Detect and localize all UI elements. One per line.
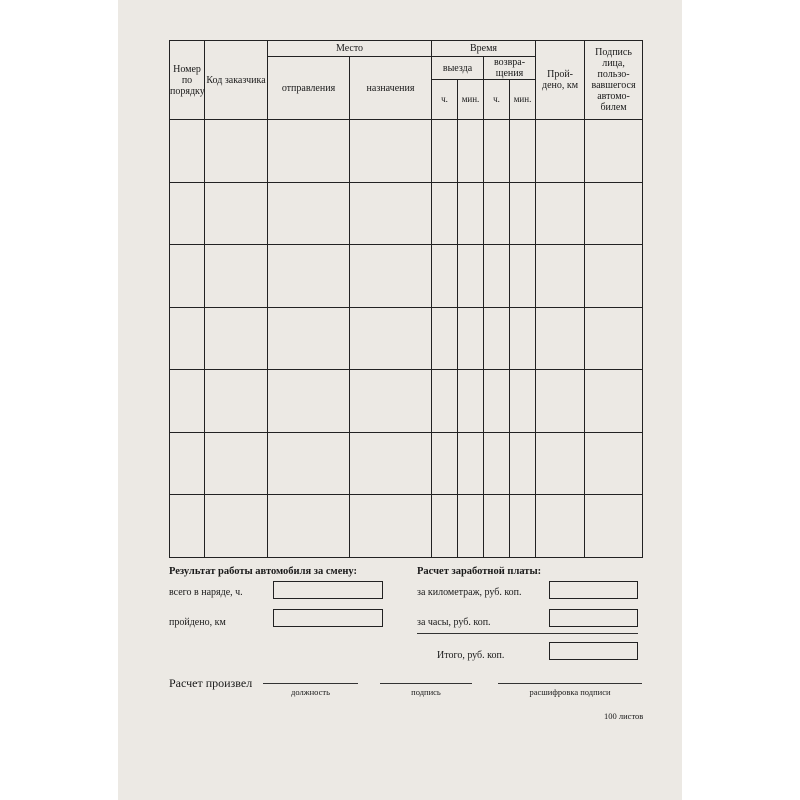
header-hours: ч. [432, 80, 458, 120]
table-cell[interactable] [205, 307, 268, 370]
table-cell[interactable] [510, 307, 536, 370]
header-departure-time: выезда [432, 57, 484, 80]
table-cell[interactable] [268, 120, 350, 183]
table-cell[interactable] [432, 370, 458, 433]
table-cell[interactable] [268, 182, 350, 245]
calculation-label: Расчет произвел [169, 676, 253, 690]
table-cell[interactable] [432, 182, 458, 245]
table-cell[interactable] [536, 495, 585, 558]
decoding-line[interactable] [498, 683, 642, 684]
signature-line[interactable] [380, 683, 472, 684]
position-line[interactable] [263, 683, 358, 684]
header-customer-code: Код заказчика [205, 41, 268, 120]
table-cell[interactable] [350, 370, 432, 433]
table-cell[interactable] [205, 120, 268, 183]
header-minutes: мин. [510, 80, 536, 120]
table-cell[interactable] [510, 120, 536, 183]
km-driven-field[interactable] [273, 609, 383, 627]
vehicle-result-title: Результат работы автомобиля за смену: [169, 566, 358, 577]
table-cell[interactable] [585, 120, 643, 183]
table-row [170, 307, 643, 370]
table-cell[interactable] [510, 432, 536, 495]
table-cell[interactable] [585, 370, 643, 433]
salary-title: Расчет заработной платы: [417, 566, 542, 577]
table-cell[interactable] [536, 370, 585, 433]
table-cell[interactable] [432, 245, 458, 308]
table-cell[interactable] [268, 495, 350, 558]
salary-hours-field[interactable] [549, 609, 638, 627]
table-cell[interactable] [350, 307, 432, 370]
table-cell[interactable] [536, 307, 585, 370]
table-cell[interactable] [484, 370, 510, 433]
table-body [170, 120, 643, 558]
table-row [170, 120, 643, 183]
table-cell[interactable] [585, 182, 643, 245]
table-cell[interactable] [585, 432, 643, 495]
table-cell[interactable] [350, 245, 432, 308]
table-cell[interactable] [170, 495, 205, 558]
header-distance: Прой-дено, км [536, 41, 585, 120]
table-cell[interactable] [268, 307, 350, 370]
header-minutes: мин. [458, 80, 484, 120]
decoding-caption: расшифровка подписи [529, 687, 611, 697]
table-cell[interactable] [484, 307, 510, 370]
table-cell[interactable] [585, 245, 643, 308]
table-cell[interactable] [268, 245, 350, 308]
table-cell[interactable] [458, 495, 484, 558]
header-signature: Подпись лица, пользо-вавшегося автомо-билем [585, 41, 643, 120]
table-cell[interactable] [268, 370, 350, 433]
table-cell[interactable] [536, 182, 585, 245]
table-cell[interactable] [536, 432, 585, 495]
table-cell[interactable] [205, 182, 268, 245]
table-cell[interactable] [510, 182, 536, 245]
table-cell[interactable] [432, 432, 458, 495]
table-cell[interactable] [510, 245, 536, 308]
table-cell[interactable] [510, 370, 536, 433]
salary-divider [417, 633, 638, 634]
table-cell[interactable] [205, 245, 268, 308]
table-row [170, 370, 643, 433]
table-cell[interactable] [432, 120, 458, 183]
table-cell[interactable] [458, 370, 484, 433]
table-row [170, 182, 643, 245]
table-cell[interactable] [170, 120, 205, 183]
table-cell[interactable] [205, 495, 268, 558]
table-cell[interactable] [432, 307, 458, 370]
table-cell[interactable] [536, 120, 585, 183]
table-cell[interactable] [350, 120, 432, 183]
table-cell[interactable] [458, 120, 484, 183]
table-cell[interactable] [484, 495, 510, 558]
table-cell[interactable] [205, 432, 268, 495]
km-driven-label: пройдено, км [169, 617, 226, 628]
table-cell[interactable] [170, 307, 205, 370]
table-cell[interactable] [170, 432, 205, 495]
header-destination-place: назначения [350, 57, 432, 120]
table-cell[interactable] [458, 245, 484, 308]
header-return-time: возвра-щения [484, 57, 536, 80]
trip-table [169, 40, 643, 558]
table-cell[interactable] [484, 432, 510, 495]
table-cell[interactable] [458, 307, 484, 370]
salary-km-label: за километраж, руб. коп. [417, 587, 522, 598]
table-row [170, 432, 643, 495]
hours-in-order-label: всего в наряде, ч. [169, 587, 243, 598]
header-number: Номер по порядку [170, 41, 205, 120]
table-cell[interactable] [170, 245, 205, 308]
table-cell[interactable] [432, 495, 458, 558]
table-cell[interactable] [484, 245, 510, 308]
salary-km-field[interactable] [549, 581, 638, 599]
table-cell[interactable] [170, 370, 205, 433]
table-row [170, 245, 643, 308]
table-row [170, 495, 643, 558]
header-place: Место [268, 41, 432, 57]
header-hours: ч. [484, 80, 510, 120]
salary-total-field[interactable] [549, 642, 638, 660]
hours-in-order-field[interactable] [273, 581, 383, 599]
table-cell[interactable] [484, 182, 510, 245]
table-cell[interactable] [585, 495, 643, 558]
signature-caption: подпись [411, 687, 441, 697]
table-cell[interactable] [484, 120, 510, 183]
table-cell[interactable] [170, 182, 205, 245]
header-time: Время [432, 41, 536, 57]
table-cell[interactable] [350, 432, 432, 495]
table-cell[interactable] [350, 495, 432, 558]
header-departure-place: отправления [268, 57, 350, 120]
table-cell[interactable] [458, 182, 484, 245]
table-cell[interactable] [268, 432, 350, 495]
table-cell[interactable] [536, 245, 585, 308]
table-cell[interactable] [205, 370, 268, 433]
table-cell[interactable] [458, 432, 484, 495]
table-cell[interactable] [510, 495, 536, 558]
salary-total-label: Итого, руб. коп. [437, 650, 505, 661]
salary-hours-label: за часы, руб. коп. [417, 617, 491, 628]
sheets-count: 100 листов [604, 711, 644, 721]
position-caption: должность [291, 687, 330, 697]
table-cell[interactable] [350, 182, 432, 245]
table-cell[interactable] [585, 307, 643, 370]
